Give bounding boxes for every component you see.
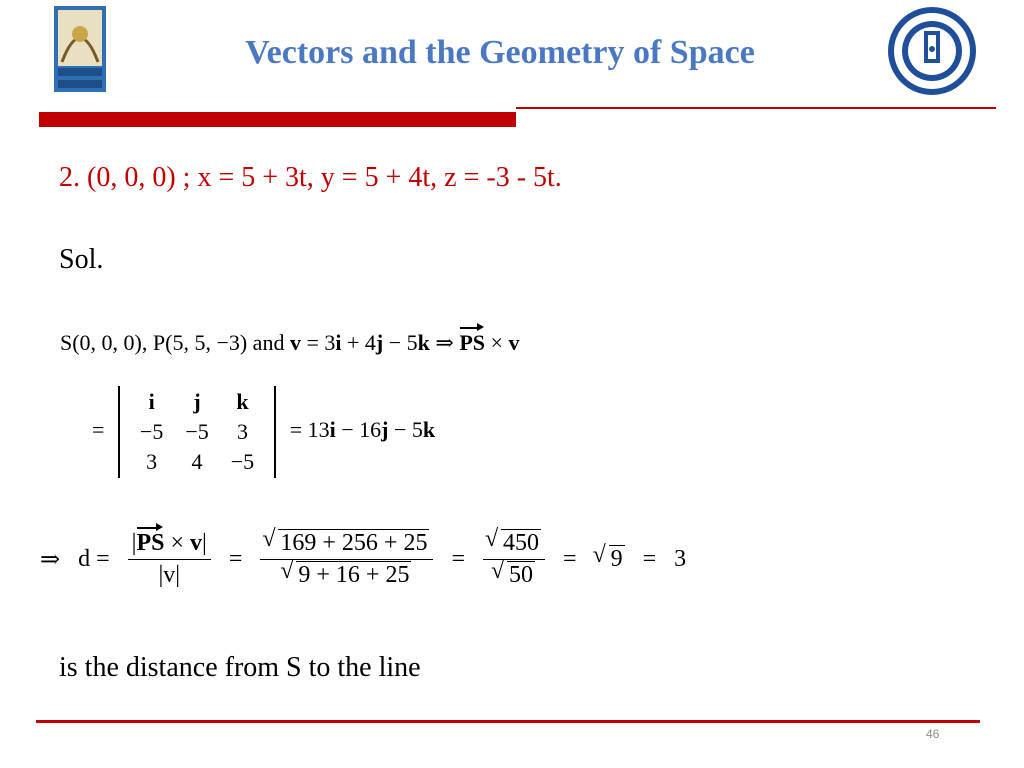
ps-vector: PS bbox=[459, 330, 486, 355]
problem-number: 2. (0, 0, 0) ; bbox=[59, 162, 191, 193]
problem-equations: x = 5 + 3t, y = 5 + 4t, z = -3 - 5t. bbox=[197, 162, 562, 193]
sqrt-fraction-1 bbox=[260, 530, 433, 589]
conclusion-text: is the distance from S to the line bbox=[59, 652, 421, 683]
sqrt-numerator-1: 169 + 256 + 25 bbox=[280, 530, 428, 556]
ps-vector: PS bbox=[136, 530, 165, 556]
det-cell: −5 bbox=[139, 419, 164, 444]
sqrt-fraction-2 bbox=[483, 530, 545, 589]
header-red-bar bbox=[39, 112, 516, 127]
distance-formula: ⇒ d = $\frac{|PS \times v|}{|v|}$ = √ 169 + 256 + 25 √ 9 + 16 + 25 = √ 450 √ 50 = √ 9 = 3 bbox=[34, 530, 692, 589]
sqrt-denominator-2: 50 bbox=[509, 562, 534, 588]
det-cell: 4 bbox=[191, 449, 203, 474]
sqrt-nine: 9 bbox=[610, 546, 623, 572]
footer-red-line bbox=[36, 720, 980, 723]
sqrt-numerator-2: 450 bbox=[503, 530, 540, 556]
header-red-line bbox=[516, 107, 996, 109]
det-cell: −5 bbox=[185, 419, 209, 444]
determinant: = i j k −5 −5 3 3 4 −5 = 13i − 16j − 5k bbox=[92, 386, 435, 478]
det-cell: 3 bbox=[146, 449, 158, 474]
det-cell: j bbox=[193, 389, 201, 414]
points-text: S(0, 0, 0), P(5, 5, −3) and bbox=[60, 330, 285, 355]
sqrt-denominator-1: 9 + 16 + 25 bbox=[298, 562, 410, 588]
final-answer: 3 bbox=[674, 546, 687, 572]
solution-label: Sol. bbox=[59, 244, 104, 275]
college-seal-logo bbox=[886, 5, 978, 97]
page-number: 46 bbox=[926, 727, 940, 741]
det-cell: i bbox=[148, 389, 155, 414]
det-cell: k bbox=[236, 389, 249, 414]
det-cell: −5 bbox=[230, 449, 255, 474]
determinant-result: = 13i − 16j − 5k bbox=[289, 417, 436, 443]
v-magnitude: |v| bbox=[158, 562, 181, 588]
v-definition: = 3i + 4j − 5k bbox=[306, 330, 430, 355]
det-cell: 3 bbox=[236, 419, 248, 444]
determinant-matrix bbox=[118, 386, 276, 478]
points-definition: S(0, 0, 0), P(5, 5, −3) and v = 3i + 4j − 5k ⇒ PS × v bbox=[60, 330, 520, 355]
problem-statement bbox=[59, 162, 562, 194]
distance-fraction: $\frac{|PS \times v|}{|v|}$ bbox=[128, 530, 211, 589]
slide-title: Vectors and the Geometry of Space bbox=[245, 34, 755, 71]
